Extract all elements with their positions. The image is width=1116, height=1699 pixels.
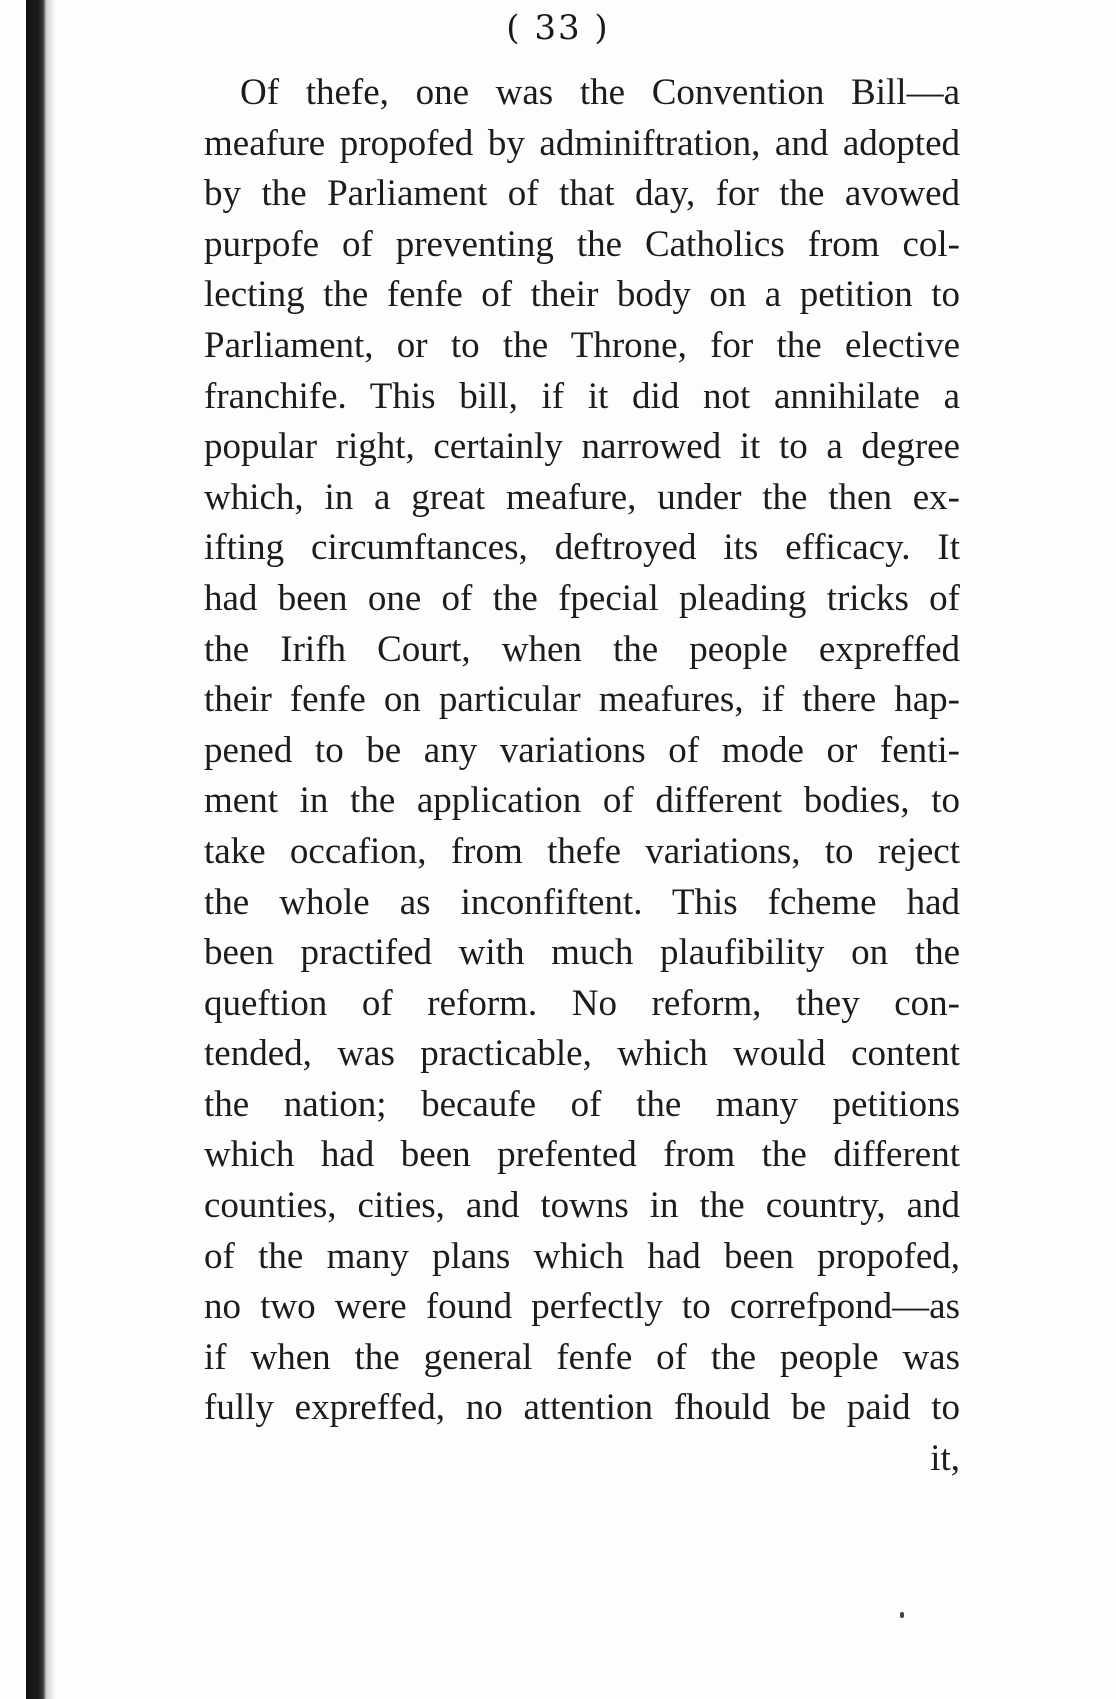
text-line: ment in the application of different bodies, to bbox=[204, 780, 960, 822]
text-line: the whole as inconfiftent. This fcheme had bbox=[204, 881, 960, 923]
text-line: Of thefe, one was the Convention Bill—a bbox=[240, 72, 960, 113]
ink-speck bbox=[900, 1612, 904, 1618]
binding-edge bbox=[26, 0, 46, 1699]
text-line: counties, cities, and towns in the country, and bbox=[204, 1185, 960, 1227]
text-line: if when the general fenfe of the people was bbox=[204, 1336, 960, 1378]
text-line: their fenfe on particular meafures, if there hap- bbox=[204, 679, 960, 721]
text-line: popular right, certainly narrowed it to a degree bbox=[204, 426, 960, 468]
text-line: ifting circumftances, deftroyed its efficacy. It bbox=[204, 527, 960, 569]
text-line: purpofe of preventing the Catholics from col- bbox=[204, 223, 960, 265]
page-number: ( 33 ) bbox=[506, 8, 610, 48]
text-line: meafure propofed by adminiftration, and adopted bbox=[204, 122, 960, 164]
text-line: which, in a great meafure, under the then ex- bbox=[204, 476, 960, 518]
text-line: fully expreffed, no attention fhould be paid to bbox=[204, 1387, 960, 1429]
text-line: which had been prefented from the different bbox=[204, 1134, 960, 1176]
text-line: been practifed with much plaufibility on the bbox=[204, 932, 960, 974]
text-line: pened to be any variations of mode or fenti- bbox=[204, 729, 960, 771]
text-line: tended, was practicable, which would content bbox=[204, 1033, 960, 1075]
text-line: the Irifh Court, when the people expreffed bbox=[204, 628, 960, 670]
text-line: take occafion, from thefe variations, to reject bbox=[204, 830, 960, 872]
text-line: of the many plans which had been propofed, bbox=[204, 1235, 960, 1277]
body-text bbox=[204, 68, 960, 1485]
text-line: queftion of reform. No reform, they con- bbox=[204, 982, 960, 1024]
catchword: it, bbox=[930, 1438, 960, 1480]
text-line: had been one of the fpecial pleading tricks of bbox=[204, 577, 960, 619]
binding-shadow bbox=[46, 0, 56, 1699]
text-line: franchife. This bill, if it did not annihilate a bbox=[204, 375, 960, 417]
text-line: Parliament, or to the Throne, for the elective bbox=[204, 324, 960, 366]
text-line: the nation; becaufe of the many petitions bbox=[204, 1083, 960, 1125]
text-line: lecting the fenfe of their body on a petition to bbox=[204, 274, 960, 316]
text-line: no two were found perfectly to correfpond—as bbox=[204, 1286, 960, 1328]
text-line: by the Parliament of that day, for the avowed bbox=[204, 173, 960, 215]
